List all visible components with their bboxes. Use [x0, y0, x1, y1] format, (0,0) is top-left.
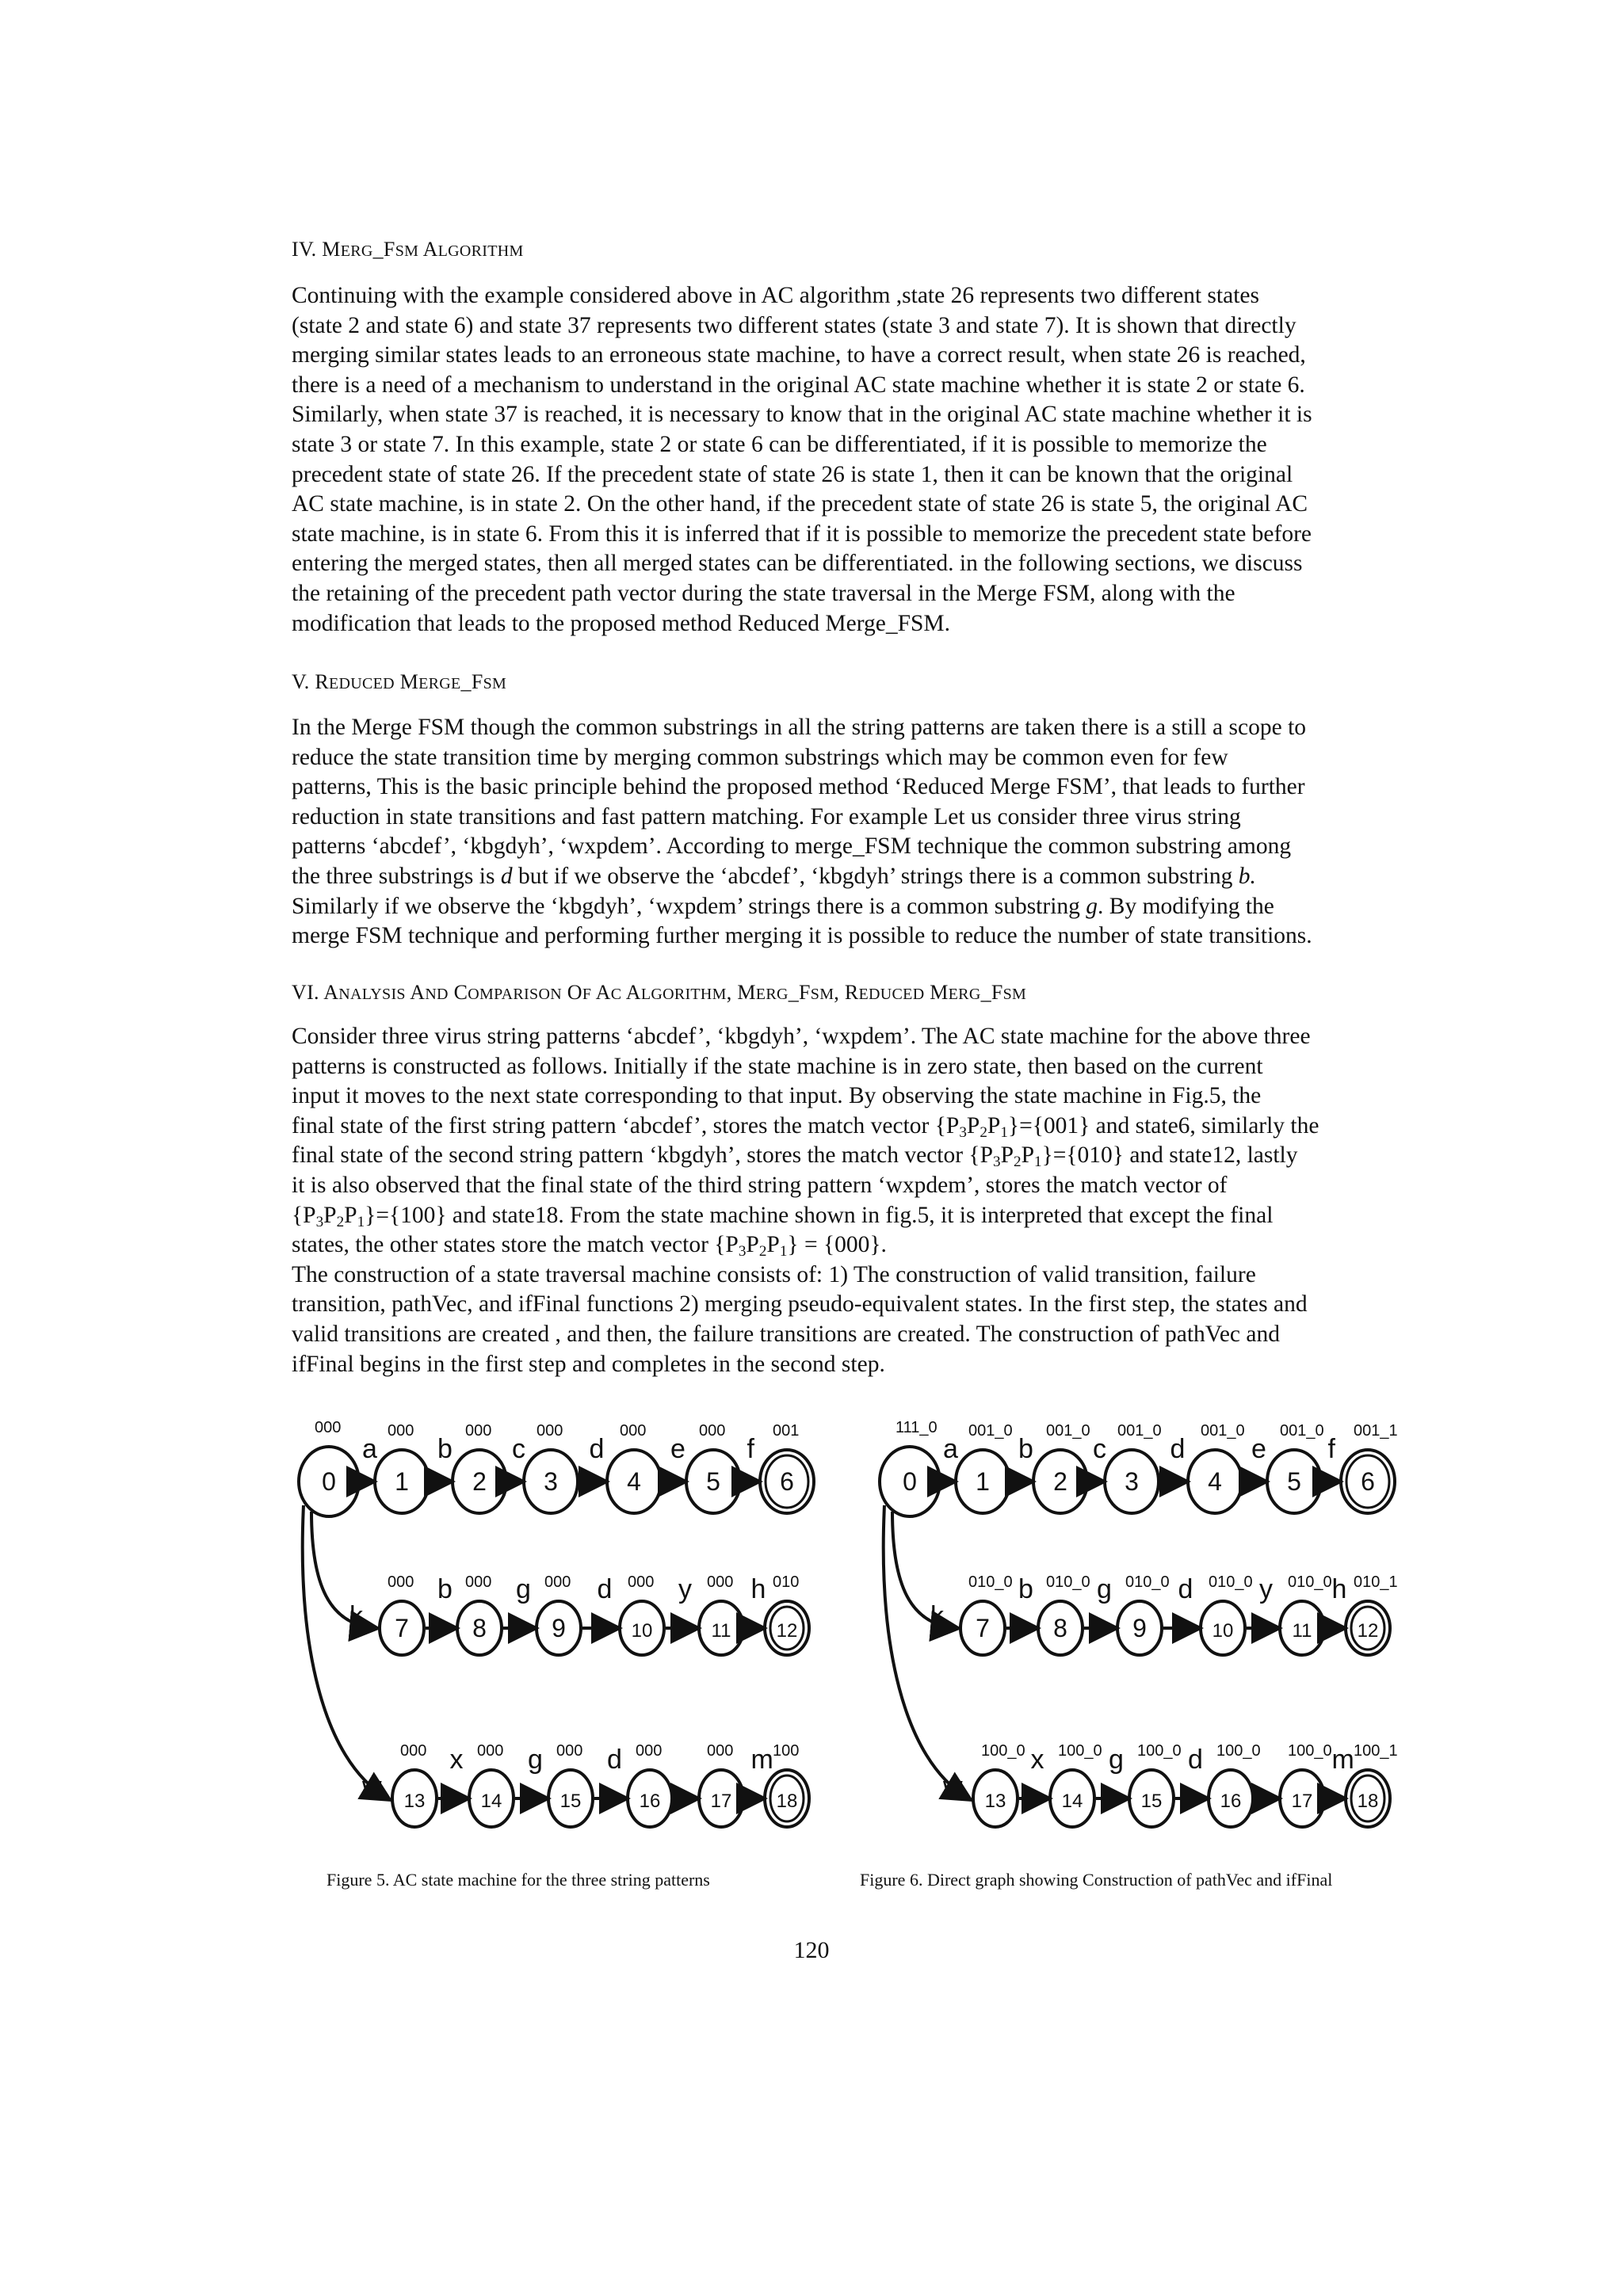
state-label: 8: [472, 1614, 487, 1642]
state-label: 2: [472, 1467, 487, 1496]
text-run: Similarly if we observe the ‘kbgdyh’, ‘wxpdem’ strings there is a common substring: [292, 893, 1086, 919]
heading-part: _F: [788, 981, 811, 1004]
subscript: 2: [758, 1242, 767, 1260]
match-vector-label: 000: [544, 1573, 571, 1591]
section-5-heading: [292, 670, 506, 694]
subscript: 2: [1014, 1154, 1022, 1171]
section-5-body: [292, 713, 1417, 952]
text-run: P: [344, 1202, 357, 1228]
text-line: modification that leads to the proposed method Reduced Merge_FSM.: [292, 610, 951, 636]
edge-label: k: [930, 1601, 944, 1631]
text-line: [292, 892, 1417, 922]
subscript: 2: [336, 1213, 345, 1230]
match-vector-label: 000: [315, 1419, 342, 1436]
text-run: P: [323, 1202, 337, 1228]
text-run: states, the other states store the match vector {P: [292, 1232, 739, 1258]
edge-label: y: [678, 1574, 692, 1604]
text-run: P: [1021, 1142, 1034, 1169]
section-4-heading: [292, 238, 524, 261]
text-line: merge FSM technique and performing further merging it is possible to reduce the number of state transitions.: [292, 923, 1312, 949]
text-line: patterns, This is the basic principle behind the proposed method ‘Reduced Merge FSM’, that leads to further: [292, 774, 1305, 800]
figure-5: [297, 1386, 852, 1846]
heading-part: F: [582, 986, 592, 1003]
match-vector-label: 001_0: [1280, 1422, 1324, 1440]
edge-label: k: [349, 1601, 363, 1631]
edge-label: x: [449, 1745, 464, 1775]
edge-label: e: [670, 1434, 685, 1464]
text-line: [292, 1201, 1417, 1231]
state-label: 8: [1053, 1614, 1067, 1642]
edge-label: a: [943, 1434, 958, 1464]
section-6-body: [292, 1022, 1417, 1379]
heading-part: SM: [810, 986, 834, 1003]
heading-part: M: [394, 670, 419, 693]
state-label: 9: [1132, 1614, 1147, 1642]
match-vector-label: 000: [628, 1573, 655, 1591]
state-label: 10: [1212, 1620, 1234, 1642]
heading-part: _F: [460, 670, 483, 693]
branch-arrow: [892, 1512, 956, 1628]
section-4-body: [292, 281, 1417, 639]
state-label: 7: [976, 1614, 990, 1642]
heading-number: V.: [292, 670, 310, 693]
heading-part: EDUCED: [858, 986, 925, 1003]
state-label: 12: [776, 1620, 798, 1642]
subscript: 1: [779, 1242, 788, 1260]
match-vector-label: 000: [388, 1573, 414, 1591]
text-line: [292, 1112, 1417, 1142]
text-line: state machine, is in state 6. From this it is inferred that if it is possible to memorize the precedent state before: [292, 521, 1312, 547]
state-label: 14: [480, 1791, 502, 1812]
heading-part: EDUCED: [329, 675, 395, 692]
state-label: 17: [710, 1791, 732, 1812]
text-run: P: [987, 1112, 1001, 1138]
match-vector-label: 100_0: [1216, 1742, 1261, 1760]
text-line: reduction in state transitions and fast pattern matching. For example Let us consider three virus string: [292, 803, 1241, 830]
text-line: Continuing with the example considered above in AC algorithm ,state 26 represents two different states: [292, 283, 1259, 308]
edge-label: b: [437, 1434, 453, 1464]
state-label: 11: [1292, 1620, 1312, 1642]
state-label: 18: [776, 1791, 798, 1812]
text-run: the three substrings is: [292, 863, 501, 889]
edge-label: m: [1331, 1745, 1354, 1775]
text-line: patterns is constructed as follows. Initially if the state machine is in zero state, then based on the current: [292, 1053, 1263, 1079]
text-line: patterns ‘abcdef’, ‘kbgdyh’, ‘wxpdem’. According to merge_FSM technique the common substring among: [292, 833, 1292, 860]
text-run: b.: [1238, 863, 1256, 889]
subscript: 3: [959, 1123, 967, 1141]
match-vector-label: 000: [477, 1742, 504, 1760]
match-vector-label: 010_0: [1046, 1573, 1090, 1591]
text-run: P: [746, 1232, 759, 1258]
text-line: [292, 1141, 1417, 1171]
match-vector-label: 000: [707, 1742, 734, 1760]
heading-part: A: [405, 981, 426, 1004]
text-run: } = {000}.: [787, 1232, 887, 1258]
edge-label: g: [1097, 1574, 1112, 1604]
state-label: 2: [1053, 1467, 1067, 1496]
edge-label: g: [516, 1574, 531, 1604]
match-vector-label: 010_0: [1288, 1573, 1332, 1591]
state-label: 6: [1361, 1467, 1375, 1496]
branch-arrow: [884, 1505, 968, 1798]
edge-label: h: [750, 1574, 766, 1604]
heading-part: A: [323, 981, 339, 1004]
text-line: ifFinal begins in the first step and completes in the second step.: [292, 1351, 885, 1377]
subscript: 1: [357, 1213, 365, 1230]
edge-label: d: [1178, 1574, 1193, 1604]
edge-label: m: [750, 1745, 773, 1775]
heading-part: R: [315, 670, 329, 693]
state-label: 9: [552, 1614, 566, 1642]
match-vector-label: 100_0: [1137, 1742, 1182, 1760]
match-vector-label: 010_1: [1354, 1573, 1398, 1591]
text-line: reduce the state transition time by merging common substrings which may be common even for few: [292, 744, 1228, 770]
state-label: 3: [1125, 1467, 1139, 1496]
heading-part: LGORITHM: [437, 242, 524, 260]
state-label: 12: [1357, 1620, 1379, 1642]
heading-part: C: [448, 981, 468, 1004]
state-label: 1: [976, 1467, 990, 1496]
heading-part: C: [610, 986, 622, 1003]
heading-part: _F: [980, 981, 1003, 1004]
text-run: d: [500, 863, 513, 889]
heading-part: ND: [425, 986, 449, 1003]
match-vector-label: 001_0: [1046, 1422, 1090, 1440]
heading-part: ERG: [755, 986, 789, 1003]
state-label: 7: [395, 1614, 409, 1642]
state-label: 4: [1208, 1467, 1222, 1496]
state-label: 5: [1287, 1467, 1301, 1496]
text-run: }={100} and state18. From the state machine shown in fig.5, it is interpreted that except the final: [365, 1202, 1274, 1228]
match-vector-label: 010: [773, 1573, 800, 1591]
heading-part: , M: [726, 981, 756, 1004]
match-vector-label: 000: [537, 1422, 563, 1440]
state-label: 1: [395, 1467, 409, 1496]
state-label: 5: [706, 1467, 720, 1496]
match-vector-label: 100_1: [1354, 1742, 1398, 1760]
text-run: P: [766, 1232, 780, 1258]
subscript: 3: [993, 1154, 1001, 1171]
state-label: 4: [627, 1467, 641, 1496]
match-vector-label: 000: [465, 1422, 492, 1440]
section-6-heading: [292, 981, 1026, 1005]
edge-label: c: [1093, 1434, 1106, 1464]
text-run: {P: [292, 1202, 316, 1228]
text-run: P: [1000, 1142, 1014, 1169]
text-line: entering the merged states, then all merged states can be differentiated. in the following sections, we discuss: [292, 551, 1303, 577]
match-vector-label: 000: [400, 1742, 427, 1760]
edge-label: a: [362, 1434, 377, 1464]
subscript: 1: [1000, 1123, 1008, 1141]
heading-part: A: [418, 238, 438, 261]
heading-part: A: [621, 981, 641, 1004]
text-line: [292, 1230, 1417, 1261]
match-vector-label: 010_0: [968, 1573, 1013, 1591]
state-label: 17: [1291, 1791, 1313, 1812]
edge-label: x: [1030, 1745, 1044, 1775]
text-run: g: [1086, 893, 1098, 919]
heading-part: OMPARISON: [468, 986, 562, 1003]
state-label: 11: [711, 1620, 731, 1642]
text-line: precedent state of state 26. If the precedent state of state 26 is state 1, then it can be known that the original: [292, 461, 1293, 487]
state-label: 15: [1140, 1791, 1163, 1812]
heading-part: , R: [834, 981, 859, 1004]
figure-5-caption: Figure 5. AC state machine for the three string patterns: [327, 1870, 710, 1890]
text-run: }={010} and state12, lastly: [1041, 1142, 1298, 1169]
state-label: 3: [544, 1467, 558, 1496]
match-vector-label: 000: [636, 1742, 663, 1760]
match-vector-label: 000: [556, 1742, 583, 1760]
match-vector-label: 000: [465, 1573, 492, 1591]
text-run: final state of the second string pattern ‘kbgdyh’, stores the match vector {P: [292, 1142, 993, 1169]
subscript: 2: [980, 1123, 987, 1141]
edge-label: d: [607, 1745, 622, 1775]
text-line: input it moves to the next state corresponding to that input. By observing the state machine in Fig.5, the: [292, 1083, 1262, 1109]
edge-label: e: [1251, 1434, 1266, 1464]
heading-part: ERGE: [418, 675, 461, 692]
match-vector-label: 000: [707, 1573, 734, 1591]
branch-arrow: [303, 1505, 388, 1798]
match-vector-label: 100_0: [981, 1742, 1025, 1760]
edge-label: d: [589, 1434, 605, 1464]
text-line: state 3 or state 7. In this example, state 2 or state 6 can be differentiated, if it is possible to memorize the: [292, 431, 1267, 457]
page-number: 120: [793, 1937, 830, 1963]
edge-label: g: [528, 1745, 543, 1775]
heading-part: SM: [483, 675, 507, 692]
match-vector-label: 000: [620, 1422, 647, 1440]
text-line: AC state machine, is in state 2. On the other hand, if the precedent state of state 26 is state 5, the original AC: [292, 491, 1308, 517]
state-label: 16: [1220, 1791, 1242, 1812]
branch-arrow: [311, 1512, 375, 1628]
heading-number: IV.: [292, 238, 317, 261]
state-label: 6: [780, 1467, 794, 1496]
match-vector-label: 010_0: [1125, 1573, 1170, 1591]
text-line: [292, 862, 1417, 892]
state-label: 13: [984, 1791, 1006, 1812]
heading-part: SM: [395, 242, 419, 260]
heading-part: NALYSIS: [338, 986, 406, 1003]
edge-label: b: [1018, 1574, 1033, 1604]
text-run: }={001} and state6, similarly the: [1007, 1112, 1319, 1138]
state-label: 0: [903, 1467, 917, 1496]
text-line: merging similar states leads to an erroneous state machine, to have a correct result, when state 26 is reached,: [292, 342, 1306, 368]
text-run: but if we observe the ‘abcdef’, ‘kbgdyh’ strings there is a common substring: [512, 863, 1239, 889]
edge-label: c: [512, 1434, 525, 1464]
text-line: (state 2 and state 6) and state 37 represents two different states (state 3 and state 7). It is shown that directly: [292, 312, 1296, 338]
state-label: 16: [639, 1791, 661, 1812]
match-vector-label: 100_0: [1058, 1742, 1102, 1760]
state-label: 14: [1061, 1791, 1083, 1812]
text-line: valid transitions are created , and then, the failure transitions are created. The construction of pathVec and: [292, 1321, 1280, 1347]
figure-6-diagram: [878, 1386, 1433, 1846]
match-vector-label: 001_0: [1201, 1422, 1245, 1440]
match-vector-label: 010_0: [1209, 1573, 1253, 1591]
heading-number: VI.: [292, 981, 319, 1004]
heading-part: LGORITHM: [640, 986, 727, 1003]
subscript: 3: [738, 1242, 747, 1260]
text-run: final state of the first string pattern ‘abcdef’, stores the match vector {P: [292, 1112, 960, 1138]
heading-part: ERG: [948, 986, 981, 1003]
match-vector-label: 000: [699, 1422, 726, 1440]
text-line: Similarly, when state 37 is reached, it is necessary to know that in the original AC state machine whether it is: [292, 402, 1312, 428]
edge-label: d: [1170, 1434, 1186, 1464]
match-vector-label: 000: [388, 1422, 414, 1440]
edge-label: w: [362, 1772, 382, 1802]
state-label: 0: [322, 1467, 336, 1496]
edge-label: g: [1109, 1745, 1124, 1775]
state-label: 15: [559, 1791, 582, 1812]
subscript: 3: [315, 1213, 324, 1230]
edge-label: w: [943, 1772, 963, 1802]
match-vector-label: 111_0: [896, 1419, 938, 1436]
match-vector-label: 001_1: [1354, 1422, 1398, 1440]
text-run: . By modifying the: [1098, 893, 1274, 919]
heading-part: M: [322, 238, 341, 261]
heading-part: SM: [1002, 986, 1027, 1003]
edge-label: d: [1188, 1745, 1203, 1775]
heading-part: A: [591, 981, 611, 1004]
match-vector-label: 100_0: [1288, 1742, 1332, 1760]
heading-part: ERG: [340, 242, 373, 260]
match-vector-label: 001_0: [968, 1422, 1013, 1440]
edge-label: y: [1259, 1574, 1273, 1604]
edge-label: f: [747, 1434, 754, 1464]
edge-label: b: [1018, 1434, 1033, 1464]
figure-6-caption: Figure 6. Direct graph showing Construction of pathVec and ifFinal: [860, 1870, 1333, 1890]
match-vector-label: 001: [773, 1422, 800, 1440]
text-line: the retaining of the precedent path vector during the state traversal in the Merge FSM, along with the: [292, 580, 1235, 606]
heading-part: _F: [372, 238, 395, 261]
edge-label: d: [597, 1574, 613, 1604]
text-line: The construction of a state traversal machine consists of: 1) The construction of valid transition, failure: [292, 1261, 1256, 1287]
figure-5-diagram: [297, 1386, 852, 1846]
state-label: 18: [1357, 1791, 1379, 1812]
text-line: transition, pathVec, and ifFinal functions 2) merging pseudo-equivalent states. In the first step, the states and: [292, 1291, 1308, 1318]
edge-label: h: [1331, 1574, 1347, 1604]
text-line: In the Merge FSM though the common substrings in all the string patterns are taken there is a still a scope to: [292, 715, 1307, 740]
edge-label: b: [437, 1574, 453, 1604]
heading-part: O: [561, 981, 582, 1004]
heading-part: M: [924, 981, 949, 1004]
text-line: Consider three virus string patterns ‘abcdef’, ‘kbgdyh’, ‘wxpdem’. The AC state machine for the above three: [292, 1024, 1311, 1049]
match-vector-label: 100: [773, 1742, 800, 1760]
edge-label: f: [1327, 1434, 1335, 1464]
text-run: P: [966, 1112, 980, 1138]
text-line: it is also observed that the final state of the third string pattern ‘wxpdem’, stores the match vector of: [292, 1172, 1228, 1198]
state-label: 10: [631, 1620, 653, 1642]
text-line: there is a need of a mechanism to understand in the original AC state machine whether it is state 2 or state 6.: [292, 372, 1305, 398]
figure-6: [878, 1386, 1433, 1846]
state-label: 13: [403, 1791, 426, 1812]
subscript: 1: [1034, 1154, 1042, 1171]
match-vector-label: 001_0: [1117, 1422, 1162, 1440]
